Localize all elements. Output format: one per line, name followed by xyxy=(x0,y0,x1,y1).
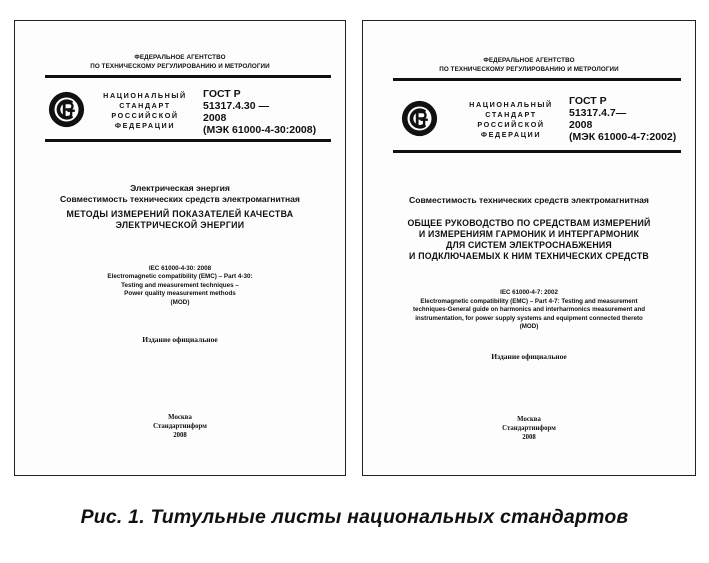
header-rule xyxy=(393,78,681,81)
figure-caption: Рис. 1. Титульные листы национальных стандартов xyxy=(80,506,629,528)
agency-name: ФЕДЕРАЛЬНОЕ АГЕНТСТВО ПО ТЕХНИЧЕСКОМУ РЕГУЛИРОВАНИЮ И МЕТРОЛОГИИ xyxy=(90,54,270,70)
rst-certification-logo-icon xyxy=(48,91,85,128)
document-subtitle: Совместимость технических средств электромагнитная xyxy=(409,195,649,205)
title-page-left xyxy=(14,20,346,476)
gost-designation: ГОСТ Р 51317.4.7— 2008 (МЭК 61000-4-7:2002) xyxy=(569,95,677,143)
iec-reference: IEC 61000-4-30: 2008 Electromagnetic compatibility (EMC) – Part 4-30: Testing and measurement techniques – Power quality measurement methods (MOD) xyxy=(107,265,253,306)
document-title: МЕТОДЫ ИЗМЕРЕНИЙ ПОКАЗАТЕЛЕЙ КАЧЕСТВА ЭЛЕКТРИЧЕСКОЙ ЭНЕРГИИ xyxy=(66,209,294,230)
rst-certification-logo-icon xyxy=(401,100,438,137)
national-standard-label: НАЦИОНАЛЬНЫЙ СТАНДАРТ РОССИЙСКОЙ ФЕДЕРАЦИИ xyxy=(103,91,187,130)
publisher-imprint: Москва Стандартинформ 2008 xyxy=(502,416,556,441)
agency-name: ФЕДЕРАЛЬНОЕ АГЕНТСТВО ПО ТЕХНИЧЕСКОМУ РЕГУЛИРОВАНИЮ И МЕТРОЛОГИИ xyxy=(439,57,619,73)
document-subtitle: Электрическая энергия Совместимость технических средств электромагнитная xyxy=(60,183,300,204)
document-title: ОБЩЕЕ РУКОВОДСТВО ПО СРЕДСТВАМ ИЗМЕРЕНИЙ И ИЗМЕРЕНИЯМ ГАРМОНИК И ИНТЕРГАРМОНИК ДЛЯ СИСТЕМ ЭЛЕКТРОСНАБЖЕНИЯ И ПОДКЛЮЧАЕМЫХ К НИМ ТЕХНИЧЕСКИХ СРЕДСТВ xyxy=(407,218,651,261)
publisher-imprint: Москва Стандартинформ 2008 xyxy=(153,414,207,439)
national-standard-label: НАЦИОНАЛЬНЫЙ СТАНДАРТ РОССИЙСКОЙ ФЕДЕРАЦИИ xyxy=(469,100,553,139)
header-rule xyxy=(45,75,331,78)
iec-reference: IEC 61000-4-7: 2002 Electromagnetic compatibility (EMC) – Part 4-7: Testing and measurement techniques-General guide on harmonics and interharmonics measurement and instrumentation, for power supply systems and equipment connected thereto (MOD) xyxy=(412,289,646,331)
header-rule-bottom xyxy=(393,150,681,153)
gost-designation: ГОСТ Р 51317.4.30 — 2008 (МЭК 61000-4-30:2008) xyxy=(203,88,317,136)
official-edition-label: Издание официальное xyxy=(491,352,567,361)
title-page-right xyxy=(362,20,696,476)
official-edition-label: Издание официальное xyxy=(142,335,218,344)
header-rule-bottom xyxy=(45,139,331,142)
